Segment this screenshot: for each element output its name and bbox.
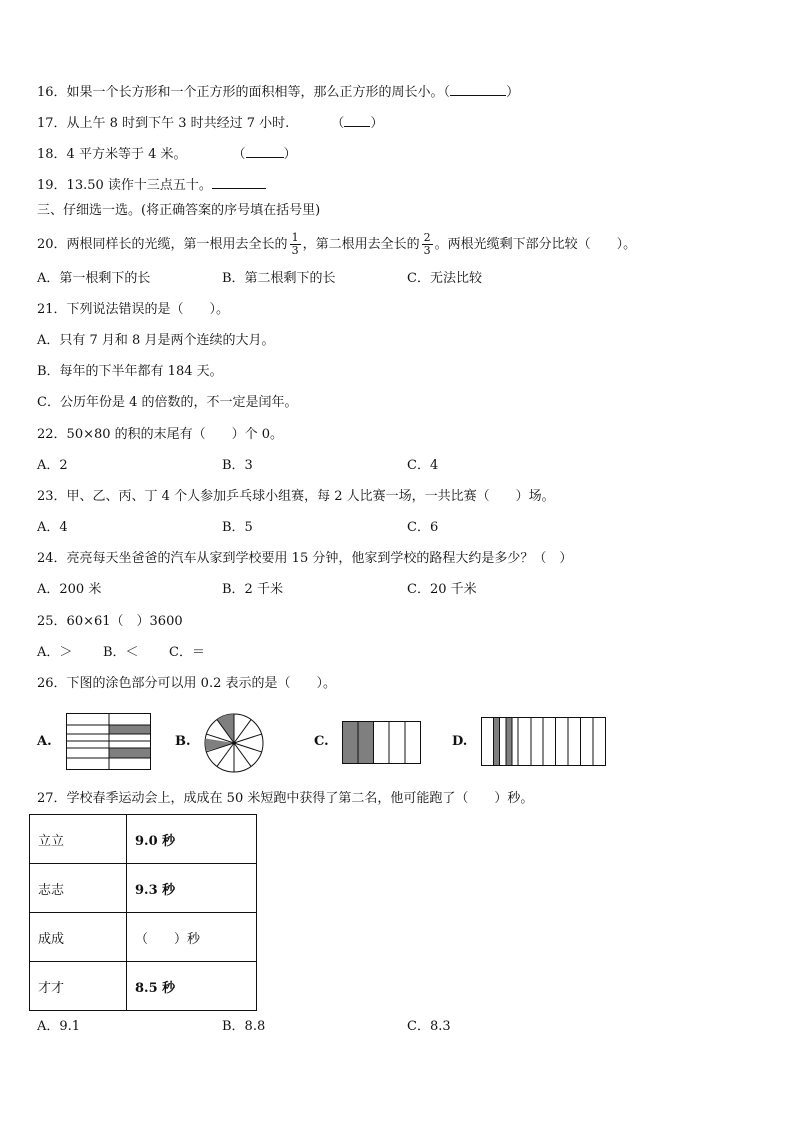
option-c[interactable]: C．20 千米 bbox=[407, 582, 477, 597]
answer-blank[interactable] bbox=[246, 146, 284, 158]
option-a[interactable]: A．第一根剩下的长 bbox=[37, 271, 151, 286]
question-23 bbox=[37, 489, 555, 505]
question-text: 下图的涂色部分可以用 0.2 表示的是（ ）。 bbox=[66, 676, 336, 691]
question-text: 60×61（ ）3600 bbox=[66, 614, 183, 629]
question-number: 19． bbox=[37, 178, 67, 193]
time-cell: （ ）秒 bbox=[127, 913, 257, 962]
question-text: 13.50 读作十三点五十。 bbox=[66, 178, 212, 193]
time-cell: 9.0 秒 bbox=[127, 815, 257, 864]
option-a-label[interactable]: A. bbox=[37, 734, 52, 749]
figure-b-circle[interactable] bbox=[203, 712, 265, 774]
name-cell: 才才 bbox=[30, 962, 127, 1011]
option-b[interactable]: B．8.8 bbox=[222, 1019, 266, 1034]
question-number: 21． bbox=[37, 302, 67, 317]
answer-blank[interactable] bbox=[450, 84, 506, 96]
question-number: 17． bbox=[37, 116, 67, 131]
option-c[interactable]: C．8.3 bbox=[407, 1019, 451, 1034]
table-row bbox=[30, 815, 257, 864]
option-b[interactable]: B．3 bbox=[222, 458, 253, 473]
question-26 bbox=[37, 676, 336, 692]
option-a[interactable]: A．4 bbox=[37, 520, 68, 535]
option-a[interactable]: A．9.1 bbox=[37, 1019, 81, 1034]
question-22 bbox=[37, 427, 283, 443]
option-c-label[interactable]: C. bbox=[314, 734, 329, 749]
question-number: 24． bbox=[37, 551, 67, 566]
question-number: 27． bbox=[37, 791, 67, 806]
question-25 bbox=[37, 614, 183, 630]
option-c[interactable]: C．6 bbox=[407, 520, 439, 535]
fraction-one-third: $\frac{1}{3}$ bbox=[291, 231, 299, 257]
question-21 bbox=[37, 302, 229, 318]
question-number: 25． bbox=[37, 614, 67, 629]
question-text: 甲、乙、丙、丁 4 个人参加乒乓球小组赛，每 2 人比赛一场，一共比赛（ ）场。 bbox=[66, 489, 555, 504]
option-b-label[interactable]: B. bbox=[175, 734, 191, 749]
question-number: 20． bbox=[37, 237, 67, 252]
answer-blank[interactable] bbox=[212, 177, 266, 189]
time-cell: 9.3 秒 bbox=[127, 864, 257, 913]
question-number: 23． bbox=[37, 489, 67, 504]
option-c[interactable]: C．4 bbox=[407, 458, 439, 473]
answer-blank[interactable] bbox=[344, 115, 370, 127]
question-24 bbox=[37, 551, 572, 567]
option-a[interactable]: A．2 bbox=[37, 458, 68, 473]
question-text: 亮亮每天坐爸爸的汽车从家到学校要用 15 分钟，他家到学校的路程大约是多少？（ ） bbox=[66, 551, 573, 566]
option-b[interactable]: B．＜ bbox=[103, 645, 139, 660]
question-number: 26． bbox=[37, 676, 67, 691]
option-a[interactable]: A．200 米 bbox=[37, 582, 102, 597]
name-cell: 志志 bbox=[30, 864, 127, 913]
question-19 bbox=[37, 177, 266, 194]
question-16: 16．如果一个长方形和一个正方形的面积相等，那么正方形的周长小。（ ） bbox=[37, 85, 520, 100]
section-title: 三、仔细选一选。(将正确答案的序号填在括号里) bbox=[37, 203, 321, 218]
race-times-table bbox=[29, 814, 257, 1011]
question-number: 22． bbox=[37, 427, 67, 442]
option-c[interactable]: C．＝ bbox=[169, 645, 205, 660]
figure-d-bar[interactable] bbox=[481, 717, 607, 767]
figure-a-grid[interactable] bbox=[66, 713, 152, 772]
table-row bbox=[30, 864, 257, 913]
question-20: 20．两根同样长的光缆，第一根用去全长的 $\frac{1}{3}$ ，第二根用去全长的 $\frac{2}{3}$ 。两根光缆剩下部分比较（ ）。 bbox=[37, 231, 637, 257]
option-a[interactable]: A．只有 7 月和 8 月是两个连续的大月。 bbox=[37, 333, 275, 348]
figure-c-bar[interactable] bbox=[342, 721, 422, 765]
question-text: 学校春季运动会上，成成在 50 米短跑中获得了第二名，他可能跑了（ ）秒。 bbox=[66, 791, 534, 806]
option-b[interactable]: B．5 bbox=[222, 520, 253, 535]
fraction-two-thirds: $\frac{2}{3}$ bbox=[423, 231, 431, 257]
question-text: 如果一个长方形和一个正方形的面积相等，那么正方形的周长小。（ bbox=[66, 85, 451, 100]
question-18: 18．4 平方米等于 4 米。 （ ） bbox=[37, 147, 297, 162]
option-d-label[interactable]: D. bbox=[452, 734, 468, 749]
question-text: 4 平方米等于 4 米。 bbox=[66, 147, 187, 162]
question-text: 下列说法错误的是（ ）。 bbox=[66, 302, 230, 317]
option-c[interactable]: C．公历年份是 4 的倍数的，不一定是闰年。 bbox=[37, 395, 298, 410]
time-cell: 8.5 秒 bbox=[127, 962, 257, 1011]
question-text: 从上午 8 时到下午 3 时共经过 7 小时. bbox=[66, 116, 290, 131]
question-number: 18． bbox=[37, 147, 67, 162]
question-27 bbox=[37, 791, 533, 807]
option-b[interactable]: B．2 千米 bbox=[222, 582, 283, 597]
question-number: 16． bbox=[37, 85, 67, 100]
table-row bbox=[30, 913, 257, 962]
name-cell: 立立 bbox=[30, 815, 127, 864]
option-c[interactable]: C．无法比较 bbox=[407, 271, 482, 286]
option-a[interactable]: A．＞ bbox=[37, 645, 73, 660]
option-b[interactable]: B．每年的下半年都有 184 天。 bbox=[37, 364, 223, 379]
question-17: 17．从上午 8 时到下午 3 时共经过 7 小时. （ ） bbox=[37, 116, 384, 131]
table-row bbox=[30, 962, 257, 1011]
option-b[interactable]: B．第二根剩下的长 bbox=[222, 271, 336, 286]
question-text: 50×80 的积的末尾有（ ）个 0。 bbox=[66, 427, 284, 442]
name-cell: 成成 bbox=[30, 913, 127, 962]
